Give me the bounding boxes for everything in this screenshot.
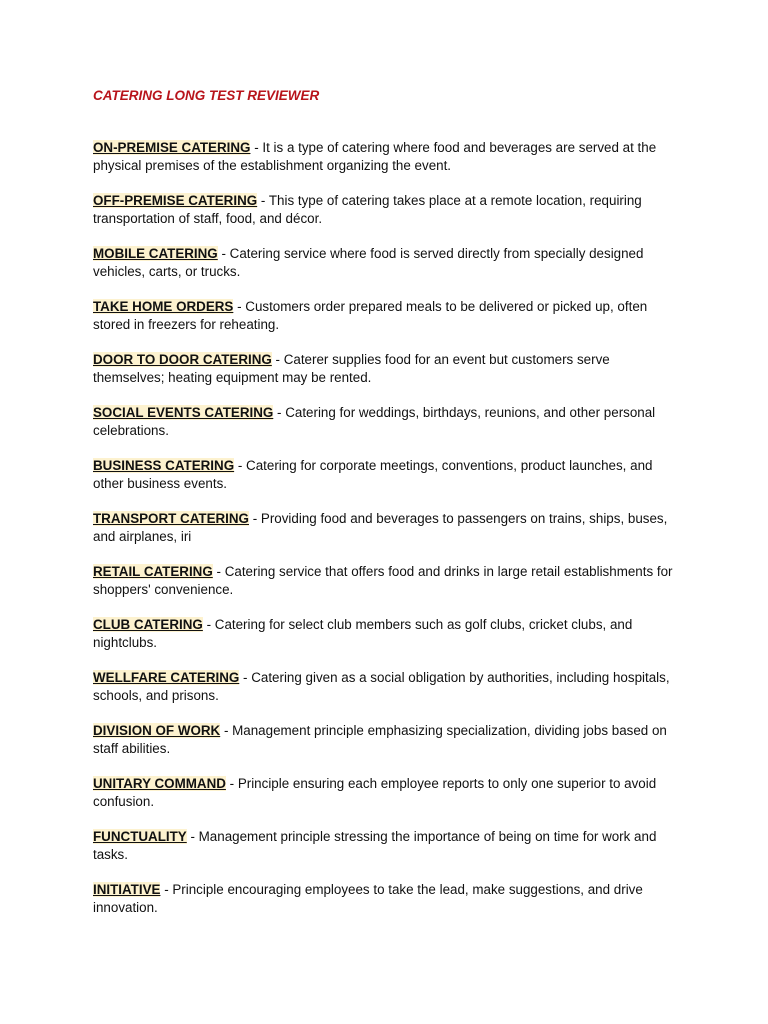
document-page (93, 87, 673, 934)
entry-definition: - Customers order prepared meals to be delivered or picked up, often stored in freezers for reheating. (93, 299, 648, 332)
entry-functuality (93, 828, 673, 864)
document-title: CATERING LONG TEST REVIEWER (93, 88, 320, 103)
entry-social-events-catering (93, 404, 673, 440)
entry-on-premise-catering (93, 139, 673, 175)
entry-definition: - It is a type of catering where food and beverages are served at the physical premises of the establishment organizing the event. (93, 140, 657, 173)
entry-definition: - Caterer supplies food for an event but customers serve themselves; heating equipment may be rented. (93, 352, 610, 385)
entry-term: ON-PREMISE CATERING (93, 140, 251, 155)
entry-retail-catering (93, 563, 673, 599)
entry-term: DIVISION OF WORK (93, 723, 221, 738)
entry-definition: - Providing food and beverages to passengers on trains, ships, buses, and airplanes, iri (93, 511, 668, 544)
entry-term: INITIATIVE (93, 882, 161, 897)
entry-term: OFF-PREMISE CATERING (93, 193, 258, 208)
entry-wellfare-catering (93, 669, 673, 705)
entry-term: TAKE HOME ORDERS (93, 299, 234, 314)
entry-definition: - Management principle stressing the importance of being on time for work and tasks. (93, 829, 657, 862)
entry-definition: - Principle ensuring each employee reports to only one superior to avoid confusion. (93, 776, 657, 809)
entry-definition: - Catering for select club members such as golf clubs, cricket clubs, and nightclubs. (93, 617, 633, 650)
entry-definition: - Principle encouraging employees to take the lead, make suggestions, and drive innovation. (93, 882, 643, 915)
entry-term: BUSINESS CATERING (93, 458, 235, 473)
entry-definition: - Catering service that offers food and drinks in large retail establishments for shoppers' convenience. (93, 564, 673, 597)
entry-term: RETAIL CATERING (93, 564, 213, 579)
entry-mobile-catering (93, 245, 673, 281)
entry-definition: - Management principle emphasizing specialization, dividing jobs based on staff abilities. (93, 723, 667, 756)
entry-division-of-work (93, 722, 673, 758)
entry-term: MOBILE CATERING (93, 246, 218, 261)
entry-initiative (93, 881, 673, 917)
entry-term: FUNCTUALITY (93, 829, 187, 844)
entry-off-premise-catering (93, 192, 673, 228)
entry-term: CLUB CATERING (93, 617, 203, 632)
entry-transport-catering (93, 510, 673, 546)
entry-term: TRANSPORT CATERING (93, 511, 249, 526)
entry-definition: - Catering for weddings, birthdays, reunions, and other personal celebrations. (93, 405, 656, 438)
entry-club-catering (93, 616, 673, 652)
entry-definition: - Catering for corporate meetings, conventions, product launches, and other business events. (93, 458, 653, 491)
entry-term: UNITARY COMMAND (93, 776, 226, 791)
entry-door-to-door-catering (93, 351, 673, 387)
entry-unitary-command (93, 775, 673, 811)
entry-definition: - Catering given as a social obligation by authorities, including hospitals, schools, and prisons. (93, 670, 670, 703)
entry-definition: - This type of catering takes place at a remote location, requiring transportation of staff, food, and décor. (93, 193, 642, 226)
entry-term: DOOR TO DOOR CATERING (93, 352, 272, 367)
entry-term: SOCIAL EVENTS CATERING (93, 405, 274, 420)
entry-business-catering (93, 457, 673, 493)
entry-list (93, 139, 673, 917)
entry-definition: - Catering service where food is served directly from specially designed vehicles, carts, or trucks. (93, 246, 644, 279)
entry-take-home-orders (93, 298, 673, 334)
entry-term: WELLFARE CATERING (93, 670, 240, 685)
